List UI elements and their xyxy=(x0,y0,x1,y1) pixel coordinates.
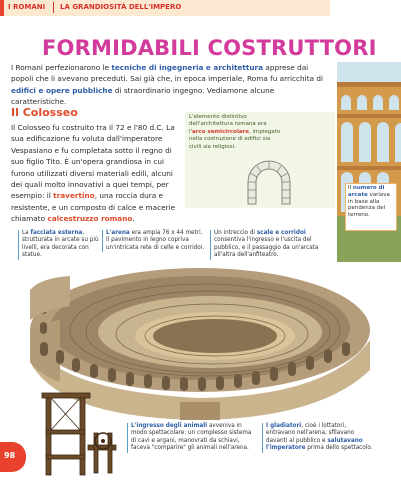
caption-text: avveniva in modo spettacolare: un complesso sistema di cavi e argani, manovrati da schiavi, faceva "comparire" gli animali nell'arena. xyxy=(131,423,252,452)
intro-highlight-techniques: tecniche di ingegneria e architettura xyxy=(111,63,264,72)
caption-ingresso-animali xyxy=(127,423,258,453)
caption-highlight: salutavano l'imperatore xyxy=(266,437,363,452)
caption-highlight: L'arena xyxy=(106,230,130,236)
page-number: 98 xyxy=(4,451,16,460)
aqueduct-caption xyxy=(345,183,397,231)
caption-arena xyxy=(102,230,207,252)
page-number-tab xyxy=(0,442,26,472)
caption-text: consentiva l'ingresso e l'uscita del pubblico, e il passaggio da un'arcata all'altra dell'anfiteatro. xyxy=(214,237,319,259)
intro-text: apprese dai popoli che li avevano preceduti. Sai già che, in epoca imperiale, Roma fu arricchita di xyxy=(11,63,324,84)
caption-text: era ampia 76 x 44 metri. Il pavimento in legno copriva un'intricata rete di celle e corridoi. xyxy=(106,230,205,251)
caption-text: Un intreccio di xyxy=(214,230,257,236)
caption-text: prima dello spettacolo. xyxy=(305,445,373,452)
caption-text: , cioè i lottatori, entravano nell'arena, sfilavano davanti al pubblico e xyxy=(266,423,355,444)
header-divider xyxy=(53,2,54,13)
body-text: Il Colosseo fu costruito tra il 72 e l'80 d.C. La sua edificazione fu voluta dall'imperatore Vespasiano e fu completata sotto il regno di suo figlio Tito. È un'opera grandiosa in cui furono utilizzati diversi materiali edili, alcuni dei quali molto innovativi a quei tempi, per esempio: il xyxy=(11,123,175,201)
highlight-travertino: travertino xyxy=(53,191,95,201)
caption-highlight: facciata esterna xyxy=(30,230,83,236)
caption-highlight: L'ingresso degli animali xyxy=(131,423,208,429)
note-highlight-arch: arco semicircolare xyxy=(192,128,249,135)
animal-lift-illustration xyxy=(28,385,120,480)
page-title: FORMIDABILI COSTRUTTORI xyxy=(42,36,377,60)
intro-text: I Romani perfezionarono le xyxy=(11,63,112,72)
chapter-label: LA GRANDIOSITÀ DELL'IMPERO xyxy=(60,3,182,11)
arch-note-text xyxy=(189,114,284,151)
caption-text: La xyxy=(22,230,31,236)
note-text: , impiegato nella costruzione di edifici sia civili sia religiosi. xyxy=(189,128,281,150)
chapter-header xyxy=(0,0,401,26)
section-heading-colosseo: Il Colosseo xyxy=(11,106,78,119)
body-text: . xyxy=(132,214,135,224)
intro-paragraph xyxy=(11,62,327,107)
highlight-calcestruzzo: calcestruzzo romano xyxy=(47,214,133,224)
caption-text: Il xyxy=(348,185,353,191)
aqueduct-illustration xyxy=(337,62,401,262)
header-accent-bar xyxy=(0,0,4,16)
caption-highlight: I gladiatori xyxy=(266,423,302,429)
semicircular-arch-drawing xyxy=(244,160,294,206)
body-text: , una roccia dura e resistente, e un composto di calce e macerie chiamato xyxy=(11,191,176,224)
caption-highlight: scale e corridoi xyxy=(256,230,306,236)
caption-gladiatori xyxy=(262,423,376,453)
intro-highlight-public-works: edifici e opere pubbliche xyxy=(11,85,113,95)
caption-highlight: numero di arcate xyxy=(348,185,385,198)
caption-text: variava in base alla pendenza del terreno. xyxy=(348,191,390,219)
section-label: I ROMANI xyxy=(8,3,46,11)
note-text: L'elemento distintivo dell'architettura romana era l' xyxy=(189,114,267,135)
colosseo-paragraph xyxy=(11,122,183,225)
caption-text: , strutturata in arcate su più livelli, era decorata con statue. xyxy=(22,230,99,259)
intro-text: di straordinario ingegno. Vediamone alcune caratteristiche. xyxy=(11,85,275,106)
